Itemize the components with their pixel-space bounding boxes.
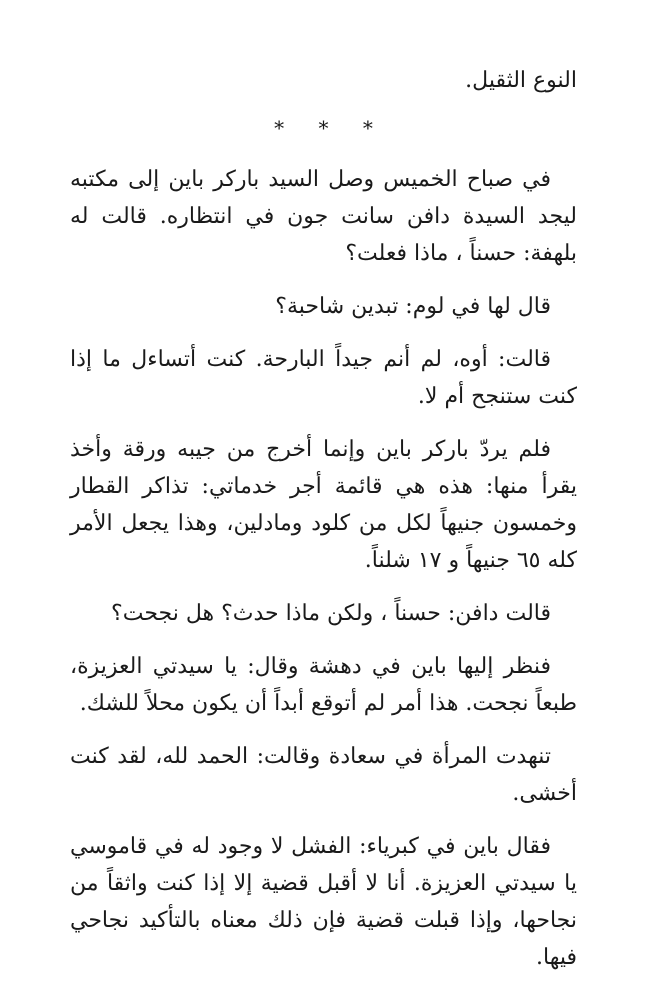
opening-fragment: النوع الثقيل. [465,68,577,93]
paragraph-5: قالت دافن: حسناً ، ولكن ماذا حدث؟ هل نجحت؟ [111,601,551,626]
paragraph-2: قال لها في لوم: تبدين شاحبة؟ [275,294,551,319]
paragraph-4: فلم يردّ باركر باين وإنما أخرج من جيبه ورقة وأخذ يقرأ منها: هذه هي قائمة أجر خدماتي: تذاكر القطار وخمسون جنيهاً لكل من كلود ومادلين، وهذا يجعل الأمر كله ٦٥ جنيهاً و ١٧ شلناً. [70,437,577,573]
paragraph-1: في صباح الخميس وصل السيد باركر باين إلى مكتبه ليجد السيدة دافن سانت جون في انتظاره. قالت له بلهفة: حسناً ، ماذا فعلت؟ [70,167,577,266]
section-separator: * * * [274,116,387,140]
paragraph-6: فنظر إليها باين في دهشة وقال: يا سيدتي العزيزة، طبعاً نجحت. هذا أمر لم أتوقع أبداً أن يكون محلاً للشك. [70,654,577,716]
paragraph-7: تنهدت المرأة في سعادة وقالت: الحمد لله، لقد كنت أخشى. [70,744,577,806]
paragraph-3: قالت: أوه، لم أنم جيداً البارحة. كنت أتساءل ما إذا كنت ستنجح أم لا. [70,347,577,409]
paragraph-8: فقال باين في كبرياء: الفشل لا وجود له في قاموسي يا سيدتي العزيزة. أنا لا أقبل قضية إلا إذا كنت واثقاً من نجاحها، وإذا قبلت قضية فإن ذلك معناه بالتأكيد نجاحي فيها. [70,834,577,970]
